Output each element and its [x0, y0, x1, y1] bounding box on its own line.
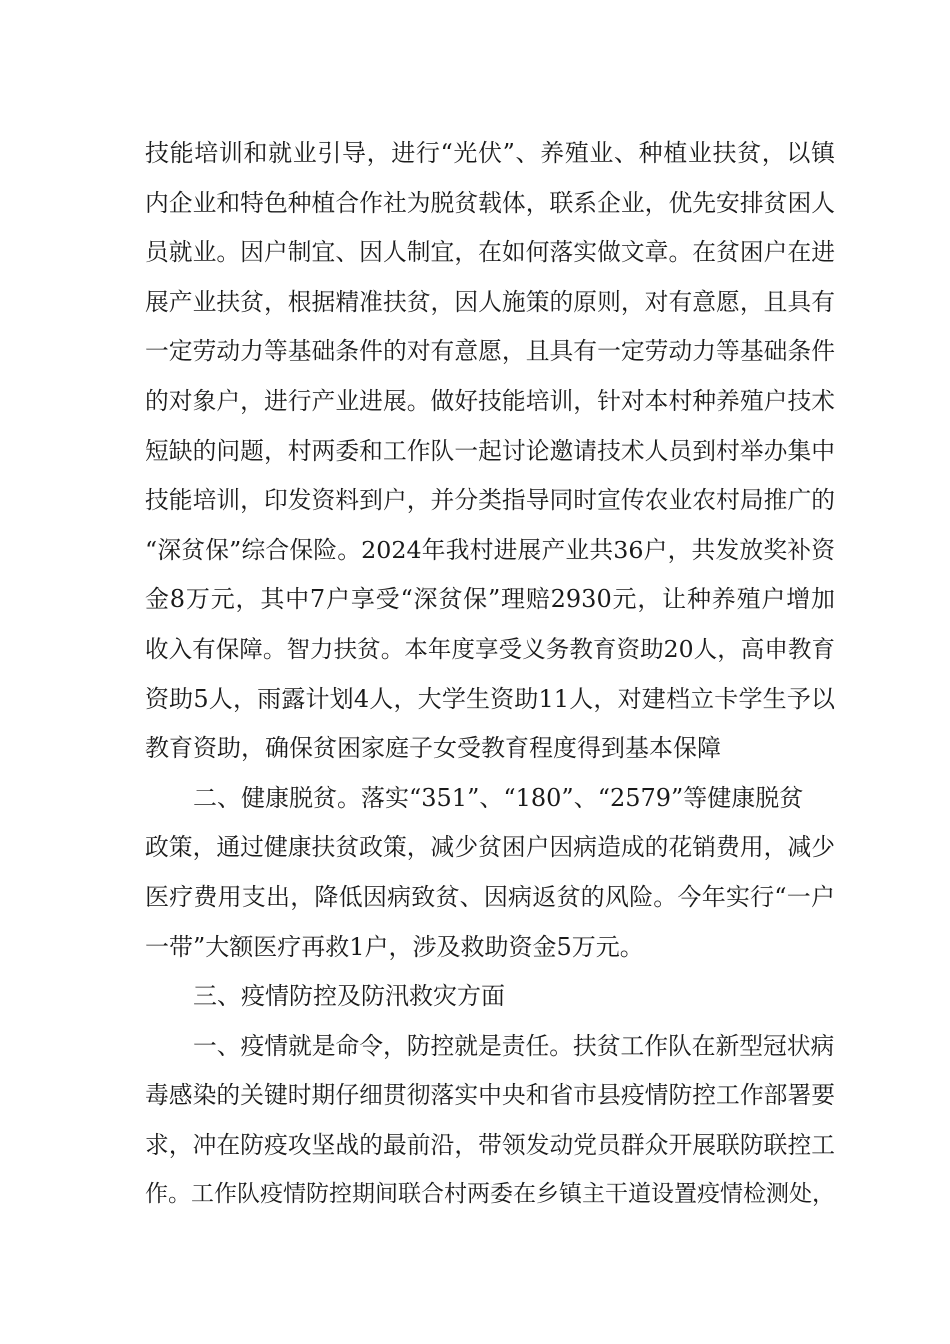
text-line: 医疗费用支出，降低因病致贫、因病返贫的风险。今年实行“一户: [145, 882, 835, 911]
text-line: 内企业和特色种植合作社为脱贫载体，联系企业，优先安排贫困人: [145, 188, 835, 217]
body-text: [145, 134, 835, 1225]
text-line: 员就业。因户制宜、因人制宜，在如何落实做文章。在贫困户在进: [145, 238, 835, 267]
section-heading-health: 二、健康脱贫。落实“351”、“180”、“2579”等健康脱贫: [193, 783, 804, 812]
text-line: 金8万元，其中7户享受“深贫保”理赔2930元，让种养殖户增加: [145, 585, 835, 614]
text-line: 短缺的问题，村两委和工作队一起讨论邀请技术人员到村举办集中: [145, 436, 835, 465]
text-line: 作。工作队疫情防控期间联合村两委在乡镇主干道设置疫情检测处，: [145, 1181, 835, 1208]
text-line: 毒感染的关键时期仔细贯彻落实中央和省市县疫情防控工作部署要: [145, 1081, 835, 1110]
text-line: 教育资助，确保贫困家庭子女受教育程度得到基本保障: [145, 734, 721, 763]
text-line: 一带”大额医疗再救1户，涉及救助资金5万元。: [145, 932, 644, 961]
text-line: 展产业扶贫，根据精准扶贫，因人施策的原则，对有意愿，且具有: [145, 287, 835, 316]
text-line: 收入有保障。智力扶贫。本年度享受义务教育资助20人，高申教育: [145, 634, 835, 663]
text-line: 政策，通过健康扶贫政策，减少贫困户因病造成的花销费用，减少: [145, 833, 835, 862]
text-line: 技能培训和就业引导，进行“光伏”、养殖业、种植业扶贫，以镇: [145, 139, 835, 167]
text-line: 的对象户，进行产业进展。做好技能培训，针对本村种养殖户技术: [145, 386, 835, 415]
text-line: 求，冲在防疫攻坚战的最前沿，带领发动党员群众开展联防联控工: [145, 1130, 835, 1159]
text-line: 一定劳动力等基础条件的对有意愿，且具有一定劳动力等基础条件: [145, 337, 835, 366]
text-line: 资助5人，雨露计划4人，大学生资助11人，对建档立卡学生予以: [145, 684, 835, 713]
subsection-heading: 一、疫情就是命令，防控就是责任。扶贫工作队在新型冠状病: [193, 1031, 835, 1060]
text-line: “深贫保”综合保险。2024年我村进展产业共36户，共发放奖补资: [145, 535, 835, 564]
text-line: 技能培训，印发资料到户，并分类指导同时宣传农业农村局推广的: [145, 486, 835, 515]
section-heading-epidemic: 三、疫情防控及防汛救灾方面: [193, 982, 505, 1011]
